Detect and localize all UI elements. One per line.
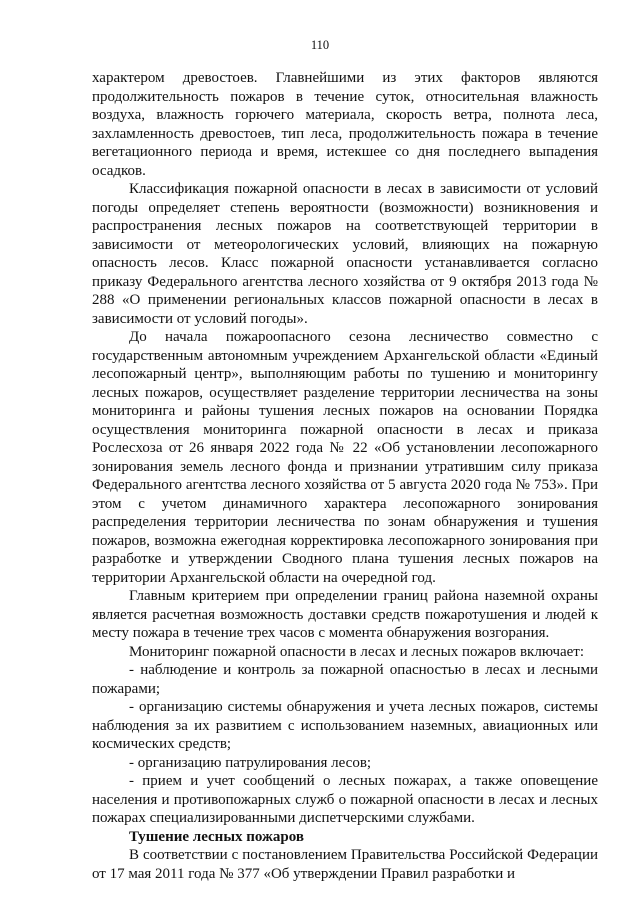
list-item: - прием и учет сообщений о лесных пожарах, а также оповещение населения и противопожарных служб о пожарной опасности в лесах и лесных пожарах специализированными диспетчерскими службами. bbox=[92, 773, 598, 826]
paragraph: характером древостоев. Главнейшими из этих факторов являются продолжительность пожаров в течение суток, относительная влажность воздуха, влажность горючего материала, скорость ветра, полнота леса, захламленность древостоев, тип леса, продолжительность пожара в течение вегетационного периода и время, истекшее со дня последнего выпадения осадков. bbox=[92, 70, 598, 179]
paragraph: В соответствии с постановлением Правительства Российской Федерации от 17 мая 2011 года № 377 «Об утверждении Правил разработки и bbox=[92, 847, 598, 882]
document-body bbox=[92, 69, 598, 883]
paragraph: Главным критерием при определении границ района наземной охраны является расчетная возможность доставки средств пожаротушения и людей к месту пожара в течение трех часов с момента обнаружения возгорания. bbox=[92, 588, 598, 641]
section-heading: Тушение лесных пожаров bbox=[129, 828, 305, 845]
list-item: - организацию системы обнаружения и учета лесных пожаров, системы наблюдения за их развитием с использованием наземных, авиационных или космических средств; bbox=[92, 699, 598, 752]
paragraph: До начала пожароопасного сезона лесничество совместно с государственным автономным учреждением Архангельской области «Единый лесопожарный центр», выполняющим работы по тушению и мониторингу лесных пожаров, осуществляет разделение территории лесничества на зоны мониторинга и районы тушения лесных пожаров на основании Порядка осуществления мониторинга пожарной опасности в лесах и приказа Рослесхоза от 26 января 2022 года № 22 «Об установлении лесопожарного зонирования земель лесного фонда и признании утратившим силу приказа Федерального агентства лесного хозяйства от 5 августа 2020 года № 753». При этом с учетом динамичного характера лесопожарного зонирования распределения территории лесничества по зонам обнаружения и тушения пожаров, возможна ежегодная корректировка лесопожарного зонирования при разработке и утверждении Сводного плана тушения лесных пожаров на территории Архангельской области на очередной год. bbox=[92, 329, 598, 586]
list-item: - наблюдение и контроль за пожарной опасностью в лесах и лесными пожарами; bbox=[92, 662, 598, 697]
page-number: 110 bbox=[310, 38, 330, 52]
paragraph: Мониторинг пожарной опасности в лесах и лесных пожаров включает: bbox=[129, 643, 585, 660]
paragraph: Классификация пожарной опасности в лесах в зависимости от условий погоды определяет степень вероятности (возможности) возникновения и распространения лесных пожаров на соответствующей территории в зависимости от метеорологических условий, влияющих на пожарную опасность лесов. Класс пожарной опасности устанавливается согласно приказу Федерального агентства лесного хозяйства от 9 октября 2013 года № 288 «О применении региональных классов пожарной опасности в лесах в зависимости от условий погоды». bbox=[92, 181, 598, 327]
list-item: - организацию патрулирования лесов; bbox=[129, 754, 372, 771]
